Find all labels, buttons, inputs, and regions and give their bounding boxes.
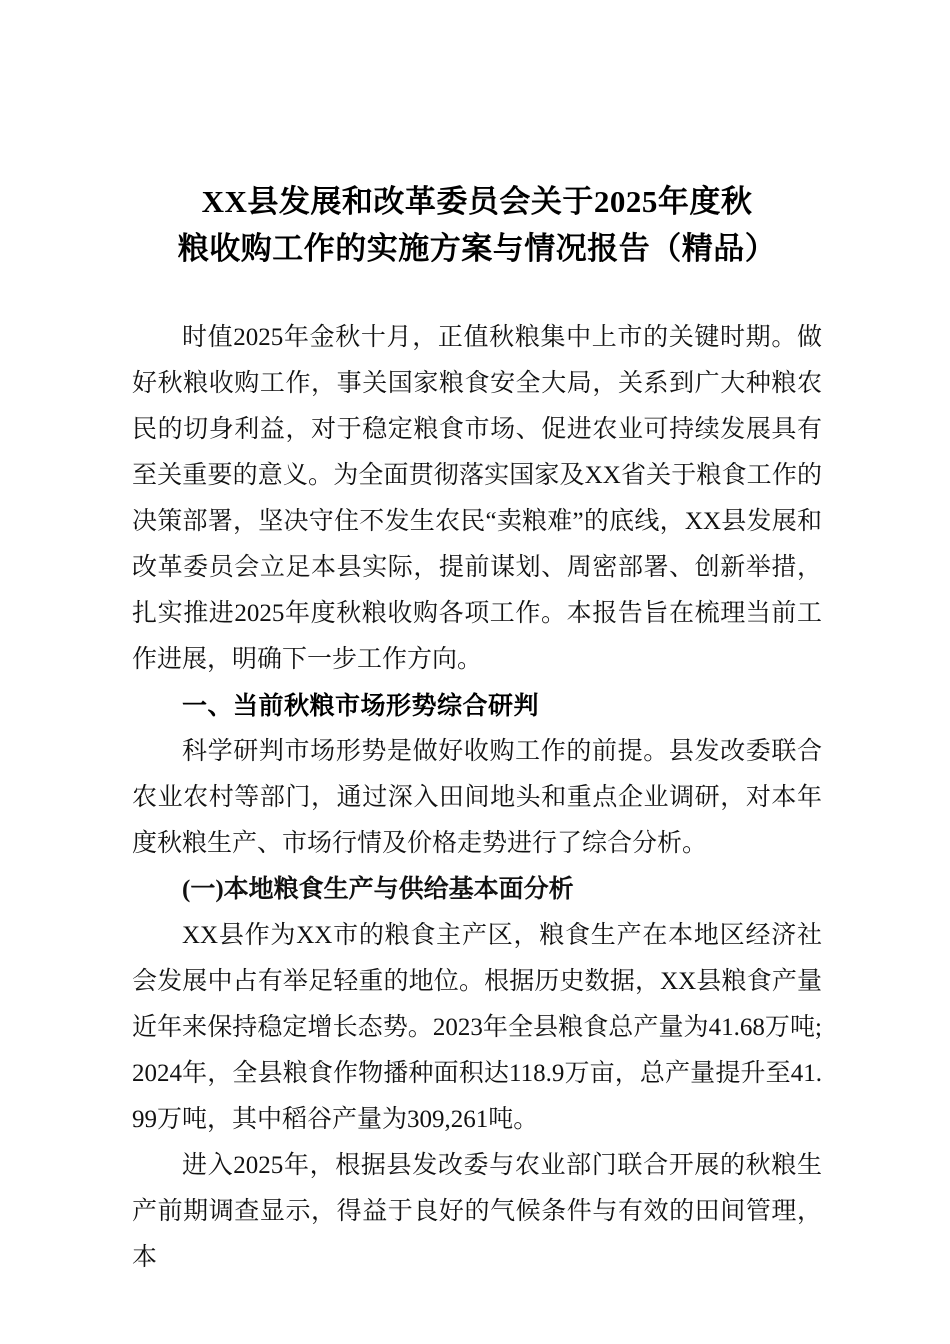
- production-analysis-paragraph: XX县作为XX市的粮食主产区，粮食生产在本地区经济社会发展中占有举足轻重的地位。根据历史数据，XX县粮食产量近年来保持稳定增长态势。2023年全县粮食总产量为41.68万吨;2024年，全县粮食作物播种面积达118.9万亩，总产量提升至41.99万吨，其中稻谷产量为309,261吨。: [132, 922, 822, 1133]
- document-title-line-2: 粮收购工作的实施方案与情况报告（精品）: [177, 231, 777, 266]
- subsection-heading-1-1: (一)本地粮食生产与供给基本面分析: [182, 876, 574, 903]
- document-title-line-1: XX县发展和改革委员会关于2025年度秋: [201, 184, 753, 219]
- intro-paragraph: 时值2025年金秋十月，正值秋粮集中上市的关键时期。做好秋粮收购工作，事关国家粮食安全大局，关系到广大种粮农民的切身利益，对于稳定粮食市场、促进农业可持续发展具有至关重要的意义。为全面贯彻落实国家及XX省关于粮食工作的决策部署，坚决守住不发生农民“卖粮难”的底线，XX县发展和改革委员会立足本县实际，提前谋划、周密部署、创新举措，扎实推进2025年度秋粮收购各项工作。本报告旨在梳理当前工作进展，明确下一步工作方向。: [132, 324, 822, 673]
- section-1-intro-paragraph: 科学研判市场形势是做好收购工作的前提。县发改委联合农业农村等部门，通过深入田间地头和重点企业调研，对本年度秋粮生产、市场行情及价格走势进行了综合分析。: [132, 738, 822, 857]
- document-body: [132, 0, 822, 1281]
- survey-paragraph: 进入2025年，根据县发改委与农业部门联合开展的秋粮生产前期调查显示，得益于良好的气候条件与有效的田间管理，本: [132, 1152, 822, 1271]
- section-heading-1: 一、当前秋粮市场形势综合研判: [182, 691, 540, 720]
- document-title: [132, 0, 822, 272]
